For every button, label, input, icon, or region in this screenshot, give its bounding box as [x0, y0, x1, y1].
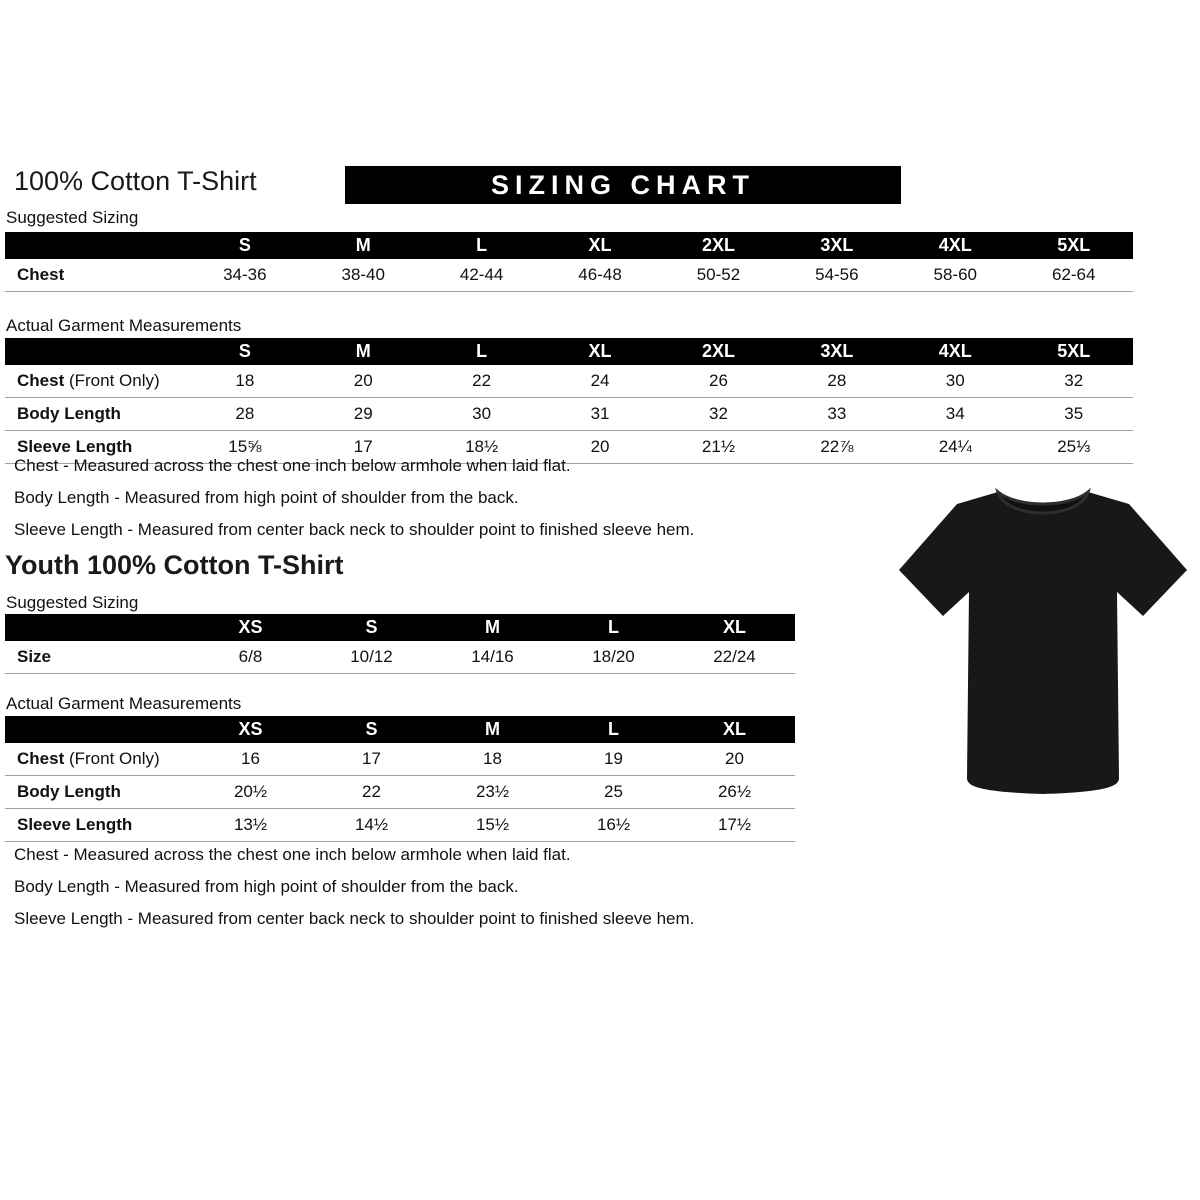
- size-value-cell: 17½: [674, 809, 795, 842]
- row-label-suffix: (Front Only): [64, 749, 160, 768]
- note-line: Body Length - Measured from high point of shoulder from the back.: [14, 877, 519, 896]
- header-row: [5, 716, 795, 743]
- table-row: [5, 365, 1133, 398]
- row-label: [5, 809, 190, 842]
- header-spacer: [5, 232, 186, 259]
- size-value-cell: 20: [541, 431, 659, 464]
- adult-suggested-heading: Suggested Sizing: [6, 208, 139, 227]
- size-value-cell: 22⅞: [778, 431, 896, 464]
- table-row: [5, 776, 795, 809]
- row-label: [5, 259, 186, 292]
- row-label: [5, 398, 186, 431]
- size-value-cell: 24¼: [896, 431, 1014, 464]
- size-col-header: M: [432, 614, 553, 641]
- header-spacer: [5, 716, 190, 743]
- note-line: Chest - Measured across the chest one inch below armhole when laid flat.: [14, 845, 571, 864]
- size-value-cell: 58-60: [896, 259, 1014, 292]
- size-value-cell: 13½: [190, 809, 311, 842]
- size-col-header: XL: [541, 232, 659, 259]
- size-col-header: M: [304, 232, 422, 259]
- size-value-cell: 21½: [659, 431, 777, 464]
- size-value-cell: 46-48: [541, 259, 659, 292]
- adult-actual-heading: Actual Garment Measurements: [6, 316, 242, 335]
- table-row: [5, 259, 1133, 292]
- row-label-text: Sleeve Length: [17, 815, 133, 834]
- size-value-cell: 6/8: [190, 641, 311, 674]
- size-value-cell: 16½: [553, 809, 674, 842]
- size-col-header: XS: [190, 716, 311, 743]
- size-value-cell: 33: [778, 398, 896, 431]
- size-value-cell: 10/12: [311, 641, 432, 674]
- row-label-text: Chest: [17, 749, 65, 768]
- size-col-header: S: [186, 232, 304, 259]
- size-value-cell: 28: [778, 365, 896, 398]
- size-value-cell: 25: [553, 776, 674, 809]
- size-value-cell: 38-40: [304, 259, 422, 292]
- size-value-cell: 18½: [422, 431, 540, 464]
- row-label-text: Body Length: [17, 404, 121, 423]
- size-col-header: S: [311, 614, 432, 641]
- header-spacer: [5, 338, 186, 365]
- size-value-cell: 25⅓: [1014, 431, 1133, 464]
- size-value-cell: 31: [541, 398, 659, 431]
- size-value-cell: 42-44: [422, 259, 540, 292]
- youth-suggested-table: [5, 614, 795, 674]
- size-value-cell: 32: [659, 398, 777, 431]
- size-value-cell: 62-64: [1014, 259, 1133, 292]
- size-value-cell: 18: [432, 743, 553, 776]
- header-row: [5, 338, 1133, 365]
- size-col-header: XL: [674, 716, 795, 743]
- size-value-cell: 29: [304, 398, 422, 431]
- size-col-header: L: [553, 614, 674, 641]
- row-label-text: Body Length: [17, 782, 121, 801]
- size-value-cell: 19: [553, 743, 674, 776]
- row-label: [5, 365, 186, 398]
- youth-suggested-heading: Suggested Sizing: [6, 593, 139, 612]
- size-value-cell: 23½: [432, 776, 553, 809]
- size-value-cell: 22: [422, 365, 540, 398]
- row-label-text: Chest: [17, 265, 65, 284]
- size-value-cell: 15½: [432, 809, 553, 842]
- row-label-text: Chest: [17, 371, 65, 390]
- row-label-suffix: (Front Only): [64, 371, 160, 390]
- youth-title: Youth 100% Cotton T-Shirt: [5, 550, 344, 580]
- size-value-cell: 34: [896, 398, 1014, 431]
- table-row: [5, 743, 795, 776]
- size-col-header: M: [432, 716, 553, 743]
- size-col-header: XL: [674, 614, 795, 641]
- row-label: [5, 776, 190, 809]
- size-value-cell: 20: [674, 743, 795, 776]
- size-value-cell: 24: [541, 365, 659, 398]
- size-col-header: XS: [190, 614, 311, 641]
- size-col-header: 2XL: [659, 232, 777, 259]
- table-row: [5, 398, 1133, 431]
- tshirt-image: [893, 478, 1193, 818]
- adult-suggested-table: [5, 232, 1133, 292]
- size-value-cell: 14½: [311, 809, 432, 842]
- size-value-cell: 28: [186, 398, 304, 431]
- size-value-cell: 22/24: [674, 641, 795, 674]
- sizing-chart-banner: SIZING CHART: [345, 166, 901, 204]
- size-col-header: 2XL: [659, 338, 777, 365]
- row-label-text: Sleeve Length: [17, 437, 133, 456]
- size-value-cell: 17: [311, 743, 432, 776]
- note-line: Chest - Measured across the chest one inch below armhole when laid flat.: [14, 456, 571, 475]
- size-value-cell: 30: [422, 398, 540, 431]
- size-col-header: L: [553, 716, 674, 743]
- size-value-cell: 32: [1014, 365, 1133, 398]
- size-value-cell: 26½: [674, 776, 795, 809]
- size-col-header: 4XL: [896, 232, 1014, 259]
- size-value-cell: 26: [659, 365, 777, 398]
- size-value-cell: 15⅝: [186, 431, 304, 464]
- note-line: Sleeve Length - Measured from center back neck to shoulder point to finished sleeve hem.: [14, 909, 695, 928]
- table-row: [5, 809, 795, 842]
- header-row: [5, 232, 1133, 259]
- size-value-cell: 18/20: [553, 641, 674, 674]
- size-col-header: S: [311, 716, 432, 743]
- youth-notes: [14, 845, 694, 941]
- size-value-cell: 20: [304, 365, 422, 398]
- size-col-header: 3XL: [778, 338, 896, 365]
- header-spacer: [5, 614, 190, 641]
- size-value-cell: 14/16: [432, 641, 553, 674]
- adult-notes: [14, 456, 694, 552]
- size-col-header: M: [304, 338, 422, 365]
- size-col-header: 5XL: [1014, 338, 1133, 365]
- size-value-cell: 34-36: [186, 259, 304, 292]
- header-row: [5, 614, 795, 641]
- row-label-text: Size: [17, 647, 52, 666]
- size-value-cell: 50-52: [659, 259, 777, 292]
- size-value-cell: 22: [311, 776, 432, 809]
- row-label: [5, 743, 190, 776]
- size-col-header: L: [422, 232, 540, 259]
- size-value-cell: 18: [186, 365, 304, 398]
- row-label: [5, 641, 190, 674]
- youth-actual-table: [5, 716, 795, 842]
- adult-actual-table: [5, 338, 1133, 464]
- size-value-cell: 17: [304, 431, 422, 464]
- size-col-header: 3XL: [778, 232, 896, 259]
- size-value-cell: 30: [896, 365, 1014, 398]
- note-line: Body Length - Measured from high point of shoulder from the back.: [14, 488, 519, 507]
- adult-title: 100% Cotton T-Shirt: [14, 166, 257, 196]
- size-col-header: L: [422, 338, 540, 365]
- size-value-cell: 20½: [190, 776, 311, 809]
- youth-actual-heading: Actual Garment Measurements: [6, 694, 242, 713]
- size-col-header: S: [186, 338, 304, 365]
- note-line: Sleeve Length - Measured from center back neck to shoulder point to finished sleeve hem.: [14, 520, 695, 539]
- table-row: [5, 641, 795, 674]
- size-col-header: 5XL: [1014, 232, 1133, 259]
- size-col-header: XL: [541, 338, 659, 365]
- size-value-cell: 16: [190, 743, 311, 776]
- size-value-cell: 35: [1014, 398, 1133, 431]
- size-value-cell: 54-56: [778, 259, 896, 292]
- size-col-header: 4XL: [896, 338, 1014, 365]
- tshirt-icon: [893, 478, 1193, 818]
